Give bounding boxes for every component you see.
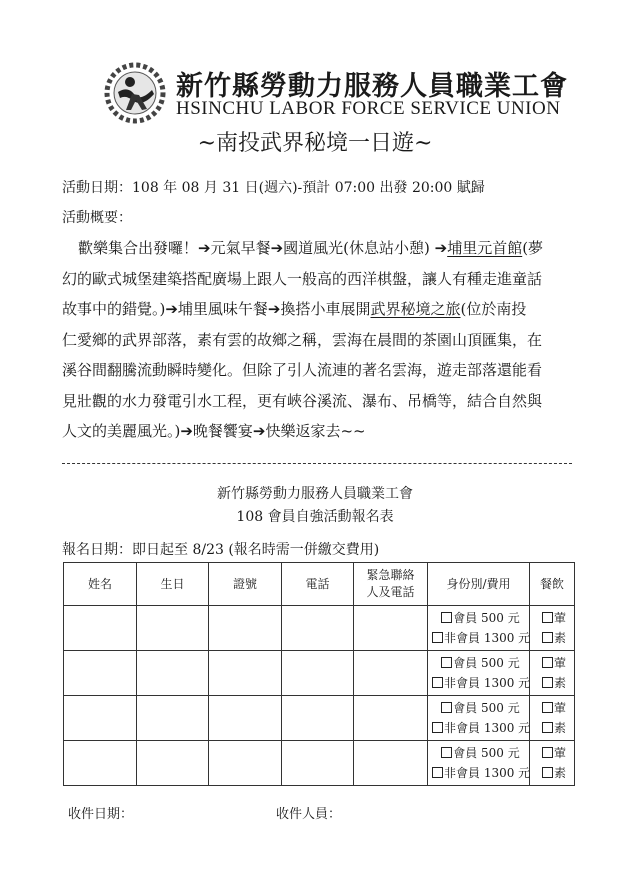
overview-line: 見壯觀的水力發電引水工程，更有峽谷溪流、瀑布、吊橋等，結合自然與 — [62, 391, 543, 410]
option-label: 葷 — [553, 701, 566, 715]
col-birthday: 生日 — [137, 563, 209, 606]
id-cell[interactable] — [209, 606, 282, 651]
option-label: 會員 500 元 — [453, 656, 520, 670]
meal-options — [530, 651, 575, 696]
emergency-cell[interactable] — [354, 696, 428, 741]
checkbox[interactable] — [441, 612, 452, 623]
meat-option[interactable] — [534, 698, 574, 718]
emergency-cell[interactable] — [354, 606, 428, 651]
col-name: 姓名 — [64, 563, 137, 606]
option-label: 葷 — [553, 611, 566, 625]
birthday-cell[interactable] — [137, 651, 209, 696]
option-label: 葷 — [553, 656, 566, 670]
overview-text: (位於南投 — [460, 300, 527, 318]
identity-options — [428, 606, 530, 651]
col-emergency-contact — [354, 563, 428, 606]
overview-text: (夢 — [522, 239, 544, 257]
meal-options — [530, 741, 575, 786]
table-row — [64, 651, 575, 696]
col-emergency-line: 人及電話 — [366, 585, 415, 599]
meal-options — [530, 696, 575, 741]
name-cell[interactable] — [64, 741, 137, 786]
name-cell[interactable] — [64, 606, 137, 651]
phone-cell[interactable] — [282, 741, 354, 786]
trip-title: ~南投武界秘境一日遊~ — [197, 131, 433, 156]
registration-period: 報名日期：即日起至 8/23 (報名時需一併繳交費用) — [62, 542, 380, 558]
birthday-cell[interactable] — [137, 606, 209, 651]
option-label: 葷 — [553, 746, 566, 760]
meal-options — [530, 606, 575, 651]
table-row — [64, 606, 575, 651]
emergency-cell[interactable] — [354, 651, 428, 696]
cut-line-divider — [62, 463, 572, 464]
id-cell[interactable] — [209, 741, 282, 786]
overview-highlight: 埔里元首館 — [447, 239, 523, 257]
non-member-option[interactable] — [432, 718, 529, 738]
non-member-option[interactable] — [432, 763, 529, 783]
option-label: 素 — [553, 631, 566, 645]
birthday-cell[interactable] — [137, 741, 209, 786]
option-label: 非會員 1300 元 — [444, 676, 531, 690]
member-option[interactable] — [432, 743, 529, 763]
overview-line — [62, 294, 574, 325]
table-row — [64, 696, 575, 741]
checkbox[interactable] — [441, 747, 452, 758]
union-logo-icon — [104, 62, 166, 124]
meat-option[interactable] — [534, 608, 574, 628]
checkbox[interactable] — [432, 722, 443, 733]
col-id-number: 證號 — [209, 563, 282, 606]
checkbox[interactable] — [542, 612, 553, 623]
checkbox[interactable] — [542, 722, 553, 733]
member-option[interactable] — [432, 608, 529, 628]
option-label: 非會員 1300 元 — [444, 631, 531, 645]
org-name: 新竹縣勞動力服務人員職業工會 — [176, 71, 568, 102]
name-cell[interactable] — [64, 696, 137, 741]
table-header-row — [64, 563, 575, 606]
identity-options — [428, 651, 530, 696]
option-label: 非會員 1300 元 — [444, 721, 531, 735]
name-cell[interactable] — [64, 651, 137, 696]
overview-text: 故事中的錯覺。)➔埔里風味午餐➔換搭小車展開 — [62, 300, 371, 318]
checkbox[interactable] — [441, 702, 452, 713]
received-by-field: 收件人員： — [276, 807, 342, 822]
checkbox[interactable] — [542, 767, 553, 778]
meat-option[interactable] — [534, 743, 574, 763]
overview-paragraph — [62, 233, 574, 447]
checkbox[interactable] — [432, 767, 443, 778]
checkbox[interactable] — [542, 632, 553, 643]
phone-cell[interactable] — [282, 696, 354, 741]
overview-highlight: 武界秘境之旅 — [370, 300, 461, 318]
letterhead — [100, 58, 568, 130]
option-label: 素 — [553, 766, 566, 780]
veg-option[interactable] — [534, 763, 574, 783]
identity-options — [428, 696, 530, 741]
form-title: 108 會員自強活動報名表 — [236, 509, 394, 525]
non-member-option[interactable] — [432, 628, 529, 648]
checkbox[interactable] — [542, 657, 553, 668]
checkbox[interactable] — [432, 632, 443, 643]
checkbox[interactable] — [542, 702, 553, 713]
option-label: 會員 500 元 — [453, 746, 520, 760]
veg-option[interactable] — [534, 673, 574, 693]
option-label: 會員 500 元 — [453, 611, 520, 625]
overview-line: 人文的美麗風光。)➔晚餐饗宴➔快樂返家去~~ — [62, 422, 366, 440]
veg-option[interactable] — [534, 628, 574, 648]
checkbox[interactable] — [432, 677, 443, 688]
activity-date: 活動日期：108 年 08 月 31 日(週六)-預計 07:00 出發 20:00 賦歸 — [62, 180, 485, 196]
registration-table — [63, 562, 575, 786]
overview-label: 活動概要： — [62, 210, 132, 226]
col-phone: 電話 — [282, 563, 354, 606]
phone-cell[interactable] — [282, 606, 354, 651]
identity-options — [428, 741, 530, 786]
checkbox[interactable] — [542, 677, 553, 688]
overview-text: 歡樂集合出發囉！➔元氣早餐➔國道風光(休息站小憩) ➔ — [78, 239, 448, 257]
col-emergency-line: 緊急聯絡 — [366, 568, 415, 582]
checkbox[interactable] — [441, 657, 452, 668]
overview-line — [62, 233, 574, 264]
table-row — [64, 741, 575, 786]
meat-option[interactable] — [534, 653, 574, 673]
phone-cell[interactable] — [282, 651, 354, 696]
org-name-english: HSINCHU LABOR FORCE SERVICE UNION — [176, 98, 561, 119]
id-cell[interactable] — [209, 651, 282, 696]
overview-line: 溪谷間翻騰流動瞬時變化。但除了引人流連的著名雲海，遊走部落還能看 — [62, 361, 543, 379]
form-title-org: 新竹縣勞動力服務人員職業工會 — [217, 486, 413, 502]
option-label: 素 — [553, 721, 566, 735]
option-label: 非會員 1300 元 — [444, 766, 531, 780]
checkbox[interactable] — [542, 747, 553, 758]
veg-option[interactable] — [534, 718, 574, 738]
overview-line: 幻的歐式城堡建築搭配廣場上跟人一般高的西洋棋盤，讓人有種走進童話 — [62, 269, 543, 288]
birthday-cell[interactable] — [137, 696, 209, 741]
col-meal: 餐飲 — [530, 563, 575, 606]
member-option[interactable] — [432, 653, 529, 673]
id-cell[interactable] — [209, 696, 282, 741]
non-member-option[interactable] — [432, 673, 529, 693]
overview-line: 仁愛鄉的武界部落，素有雲的故鄉之稱，雲海在晨間的茶園山頂匯集，在 — [62, 330, 543, 349]
emergency-cell[interactable] — [354, 741, 428, 786]
option-label: 會員 500 元 — [453, 701, 520, 715]
col-identity-fee: 身份別/費用 — [428, 563, 530, 606]
received-date-field: 收件日期： — [68, 807, 134, 822]
member-option[interactable] — [432, 698, 529, 718]
option-label: 素 — [553, 676, 566, 690]
